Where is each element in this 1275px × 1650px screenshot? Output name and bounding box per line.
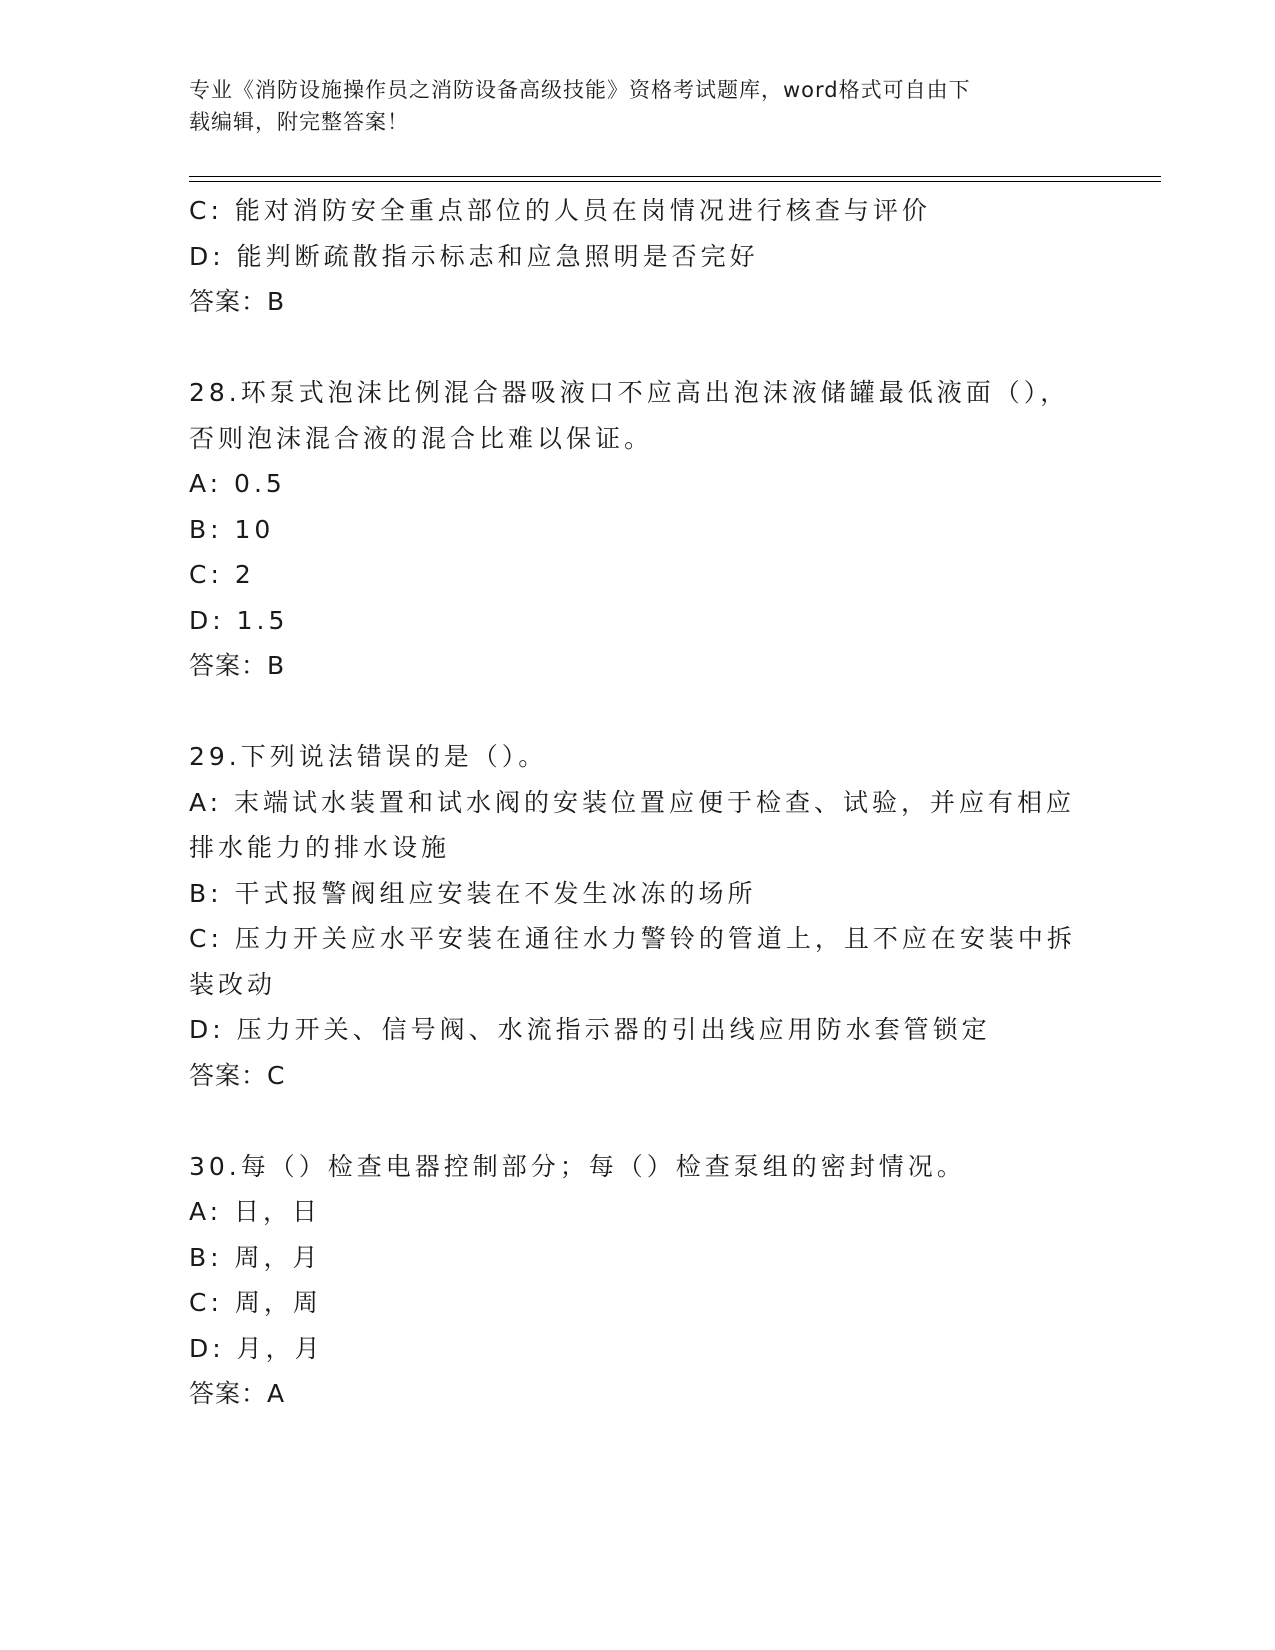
option-line bbox=[189, 598, 1089, 644]
spacer bbox=[189, 325, 1089, 371]
option-line bbox=[189, 1007, 1089, 1053]
option-text: 压力开关、信号阀、水流指示器的引出线应用防水套管锁定 bbox=[236, 1015, 991, 1044]
question-stem: 29.下列说法错误的是（）。 bbox=[189, 742, 548, 771]
header-line: 专业《消防设施操作员之消防设备高级技能》资格考试题库，word格式可自由下 bbox=[189, 78, 971, 102]
header-line: 载编辑，附完整答案！ bbox=[189, 110, 409, 134]
question-stem: 否则泡沫混合液的混合比难以保证。 bbox=[189, 423, 654, 453]
answer-line: 答案：C bbox=[189, 1060, 286, 1090]
header-divider bbox=[189, 176, 1161, 177]
option-key: D: bbox=[189, 1333, 225, 1363]
option-key: C: bbox=[189, 924, 223, 953]
spacer bbox=[189, 689, 1089, 735]
option-text: 月，月 bbox=[236, 1333, 324, 1363]
option-line bbox=[189, 780, 1089, 826]
question-list bbox=[189, 188, 1089, 1417]
option-text: 日，日 bbox=[234, 1197, 322, 1226]
option-line bbox=[189, 871, 1089, 917]
option-continuation: 排水能力的排水设施 bbox=[189, 833, 451, 862]
option-key: A: bbox=[189, 1197, 223, 1226]
option-text: 周，周 bbox=[234, 1288, 322, 1317]
question-stem: 28.环泵式泡沫比例混合器吸液口不应高出泡沫液储罐最低液面（）， bbox=[189, 378, 1070, 407]
option-text: 干式报警阀组应安装在不发生冰冻的场所 bbox=[234, 878, 757, 908]
option-key: D: bbox=[189, 241, 225, 271]
option-line bbox=[189, 552, 1089, 598]
option-line bbox=[189, 461, 1089, 507]
option-key: C: bbox=[189, 1288, 223, 1317]
option-line bbox=[189, 507, 1089, 553]
option-key: B: bbox=[189, 514, 223, 544]
document-header bbox=[189, 74, 1089, 138]
option-text: 能判断疏散指示标志和应急照明是否完好 bbox=[236, 241, 759, 271]
option-text: 末端试水装置和试水阀的安装位置应便于检查、试验，并应有相应 bbox=[234, 787, 1076, 817]
option-line bbox=[189, 916, 1089, 962]
option-text: 10 bbox=[234, 514, 275, 544]
answer-line: 答案：A bbox=[189, 1379, 286, 1408]
option-key: B: bbox=[189, 878, 223, 908]
option-line bbox=[189, 1235, 1089, 1281]
option-text: 能对消防安全重点部位的人员在岗情况进行核查与评价 bbox=[234, 196, 931, 225]
header-divider bbox=[189, 181, 1161, 182]
option-text: 压力开关应水平安装在通往水力警铃的管道上，且不应在安装中拆 bbox=[234, 924, 1076, 953]
spacer bbox=[189, 1098, 1089, 1144]
answer-line: 答案：B bbox=[189, 287, 286, 316]
option-key: C: bbox=[189, 196, 223, 225]
option-key: A: bbox=[189, 787, 223, 817]
option-continuation: 装改动 bbox=[189, 969, 277, 999]
option-line bbox=[189, 1326, 1089, 1372]
option-key: D: bbox=[189, 605, 225, 635]
option-text: 2 bbox=[234, 560, 255, 589]
question-stem: 30.每（）检查电器控制部分；每（）检查泵组的密封情况。 bbox=[189, 1151, 966, 1181]
option-key: D: bbox=[189, 1015, 225, 1044]
option-text: 1.5 bbox=[236, 605, 289, 635]
option-line bbox=[189, 188, 1089, 234]
option-text: 周，月 bbox=[234, 1242, 322, 1272]
option-line bbox=[189, 1280, 1089, 1326]
option-line bbox=[189, 1189, 1089, 1235]
option-line bbox=[189, 234, 1089, 280]
answer-line: 答案：B bbox=[189, 651, 286, 680]
option-key: A: bbox=[189, 469, 223, 498]
option-key: B: bbox=[189, 1242, 223, 1272]
option-text: 0.5 bbox=[234, 469, 286, 498]
option-key: C: bbox=[189, 560, 223, 589]
